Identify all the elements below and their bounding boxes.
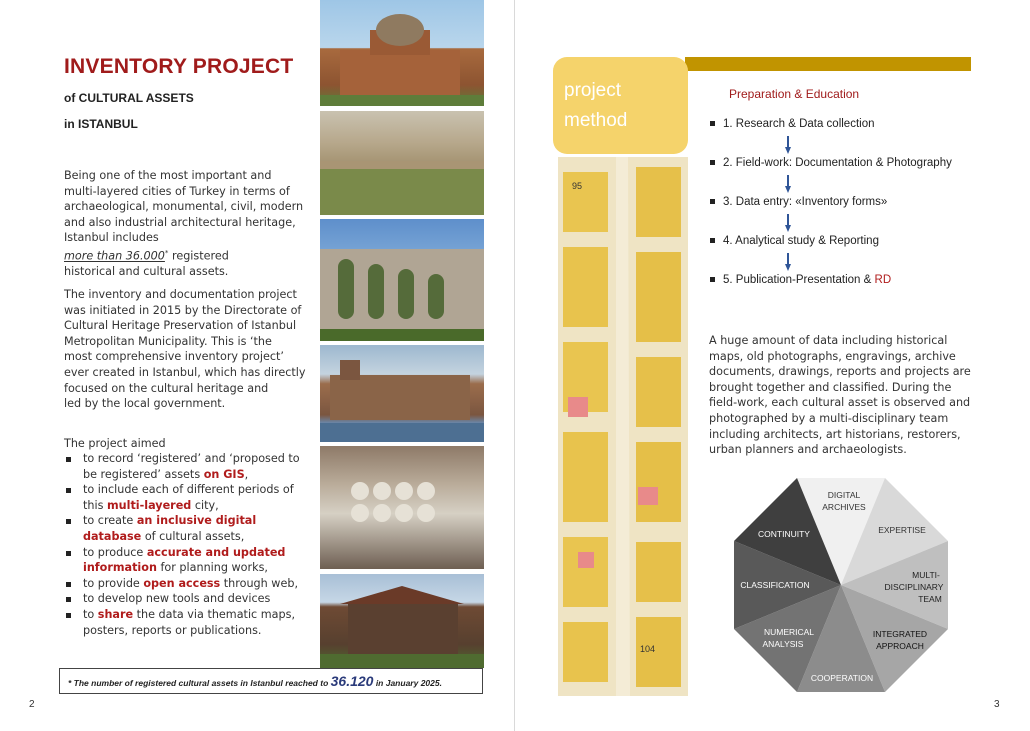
octa-label: CLASSIFICATION bbox=[740, 580, 810, 590]
octa-label: ANALYSIS bbox=[762, 639, 804, 649]
project-paragraph bbox=[64, 287, 309, 412]
footnote-text: * The number of registered cultural assets in Istanbul reached to bbox=[68, 678, 331, 688]
octa-label: MULTI- bbox=[912, 570, 940, 580]
text-line: multi-layered cities of Turkey in terms of bbox=[64, 184, 290, 198]
gold-header-bar bbox=[685, 57, 971, 71]
text-line: was initiated in 2015 by the Directorate of bbox=[64, 303, 302, 317]
text-line: A huge amount of data including historical bbox=[709, 334, 948, 347]
text-fragment: city, bbox=[191, 498, 219, 512]
highlight-text: accurate and updated information bbox=[83, 545, 286, 575]
text-line: The inventory and documentation project bbox=[64, 288, 297, 301]
footnote-box bbox=[59, 668, 483, 694]
list-item bbox=[64, 576, 309, 592]
method-title-line-1: project bbox=[564, 80, 622, 101]
step-label: 4. Analytical study & Reporting bbox=[723, 235, 879, 247]
page-number-right: 3 bbox=[994, 699, 1000, 710]
highlight-text: open access bbox=[143, 576, 221, 590]
wooden-house-photo bbox=[320, 574, 484, 668]
text-line: ever created in Istanbul, which has directly bbox=[64, 365, 306, 379]
text-line: most comprehensive inventory project’ bbox=[64, 350, 284, 364]
step-label: 2. Field-work: Documentation & Photography bbox=[723, 157, 952, 169]
text-fragment: to bbox=[83, 607, 98, 621]
down-arrow-icon bbox=[785, 175, 791, 193]
asset-count-emphasis: more than 36.000 bbox=[64, 249, 165, 263]
registered-count: 36.120 bbox=[330, 673, 374, 689]
bullet-square-icon bbox=[710, 238, 715, 243]
step-label-highlight: RD bbox=[874, 274, 892, 286]
subtitle-line-1: of CULTURAL ASSETS bbox=[64, 91, 194, 105]
waterfront-illustration bbox=[320, 345, 484, 442]
octa-label: TEAM bbox=[918, 594, 942, 604]
highlight-text: on GIS bbox=[203, 467, 245, 481]
left-page bbox=[0, 0, 514, 731]
text-line: Cultural Heritage Preservation of Istanbul bbox=[64, 319, 297, 333]
step-1 bbox=[710, 118, 875, 130]
church-illustration bbox=[320, 0, 484, 106]
octa-label: DISCIPLINARY bbox=[884, 582, 944, 592]
highlight-text: an inclusive digital database bbox=[83, 514, 257, 543]
text-fragment: to provide bbox=[83, 576, 144, 590]
footnote-text: in January 2025. bbox=[373, 678, 442, 688]
aqueduct-aerial-photo bbox=[320, 111, 484, 215]
text-fragment: of cultural assets, bbox=[141, 529, 245, 543]
step-label: 5. Publication-Presentation & bbox=[723, 274, 875, 286]
text-line: documents, drawings, reports and projects are bbox=[709, 365, 971, 379]
map-label: 95 bbox=[572, 181, 583, 191]
text-fragment: to record ‘registered’ and ‘proposed to be registered’ assets bbox=[83, 452, 300, 481]
historical-map-image bbox=[558, 157, 688, 696]
highlight-text: share bbox=[97, 607, 134, 621]
map-label: 104 bbox=[640, 644, 656, 654]
method-paragraph bbox=[709, 333, 971, 458]
footnote-marker: * bbox=[164, 248, 169, 257]
bullet-square-icon bbox=[710, 199, 715, 204]
bullet-square-icon bbox=[710, 277, 715, 282]
text-line: urban planners and archaeologists. bbox=[709, 443, 907, 457]
text-line: photographed by a multi-disciplinary team bbox=[709, 411, 949, 425]
text-line: led by the local government. bbox=[64, 397, 226, 411]
aqueduct-illustration bbox=[320, 219, 484, 341]
list-item bbox=[64, 545, 309, 576]
text-fragment: to create bbox=[83, 514, 137, 528]
domes-illustration bbox=[320, 446, 484, 569]
octa-label: ARCHIVES bbox=[822, 502, 866, 512]
text-line: Metropolitan Municipality. This is ‘the bbox=[64, 334, 272, 348]
aerial-illustration bbox=[320, 111, 484, 215]
subtitle-line-2: in ISTANBUL bbox=[64, 117, 138, 131]
page-number-left: 2 bbox=[29, 699, 35, 710]
hagia-irene-photo bbox=[320, 0, 484, 106]
list-item bbox=[64, 451, 309, 482]
text-line: including architects, art historians, restorers, bbox=[709, 427, 961, 441]
aims-list bbox=[64, 451, 309, 638]
map-illustration bbox=[558, 157, 688, 696]
list-item bbox=[64, 607, 309, 638]
step-label: 3. Data entry: «Inventory forms» bbox=[723, 196, 888, 208]
text-fragment: through web, bbox=[220, 576, 298, 590]
step-label: 1. Research & Data collection bbox=[723, 118, 875, 130]
down-arrow-icon bbox=[785, 253, 791, 271]
text-line: and also industrial architectural heritage, bbox=[64, 215, 296, 229]
text-fragment: to develop new tools and devices bbox=[83, 592, 271, 606]
step-5 bbox=[710, 274, 891, 286]
text-fragment: to include each of different periods of this bbox=[83, 483, 294, 512]
octa-label: EXPERTISE bbox=[878, 525, 926, 535]
text-line: historical and cultural assets. bbox=[64, 265, 229, 279]
list-item bbox=[64, 482, 309, 513]
bullet-square-icon bbox=[710, 160, 715, 165]
text-line: brought together and classified. During the bbox=[709, 380, 952, 394]
bullet-square-icon bbox=[710, 121, 715, 126]
house-illustration bbox=[320, 574, 484, 668]
list-item bbox=[64, 591, 309, 607]
text-line: focused on the cultural heritage and bbox=[64, 381, 269, 395]
aims-intro: The project aimed bbox=[64, 437, 166, 450]
text-fragment: for planning works, bbox=[156, 561, 268, 575]
step-2 bbox=[710, 157, 952, 169]
step-3 bbox=[710, 196, 887, 208]
octa-label: DIGITAL bbox=[827, 490, 861, 500]
text-fragment: registered bbox=[168, 249, 229, 263]
down-arrow-icon bbox=[785, 136, 791, 154]
list-item bbox=[64, 513, 309, 544]
highlight-text: multi-layered bbox=[106, 498, 192, 512]
method-title-line-2: method bbox=[564, 110, 628, 131]
text-fragment: , bbox=[244, 467, 249, 481]
octa-label: CONTINUITY bbox=[758, 529, 810, 539]
text-line bbox=[64, 246, 309, 264]
intro-paragraph bbox=[64, 168, 309, 280]
waterfront-building-photo bbox=[320, 345, 484, 442]
octa-label: COOPERATION bbox=[810, 673, 874, 683]
text-fragment: the data via thematic maps, posters, reports or publications. bbox=[83, 607, 296, 637]
project-method-box bbox=[553, 57, 688, 154]
text-line: Being one of the most important and bbox=[64, 169, 272, 182]
text-fragment: to produce bbox=[83, 545, 147, 559]
down-arrow-icon bbox=[785, 214, 791, 232]
text-line: maps, old photographs, engravings, archive bbox=[709, 349, 956, 363]
methodology-octagon-diagram bbox=[734, 478, 948, 692]
text-line: archaeological, monumental, civil, modern bbox=[64, 200, 304, 214]
octa-label: APPROACH bbox=[876, 641, 924, 651]
domed-roofs-photo bbox=[320, 446, 484, 569]
step-4 bbox=[710, 235, 879, 247]
page-title: INVENTORY PROJECT bbox=[64, 55, 294, 78]
valens-aqueduct-photo bbox=[320, 219, 484, 341]
text-line: field-work, each cultural asset is observed and bbox=[709, 396, 971, 410]
octa-label: NUMERICAL bbox=[763, 627, 815, 637]
text-line: Istanbul includes bbox=[64, 231, 159, 245]
octa-label: INTEGRATED bbox=[872, 629, 928, 639]
preparation-title: Preparation & Education bbox=[729, 87, 860, 101]
